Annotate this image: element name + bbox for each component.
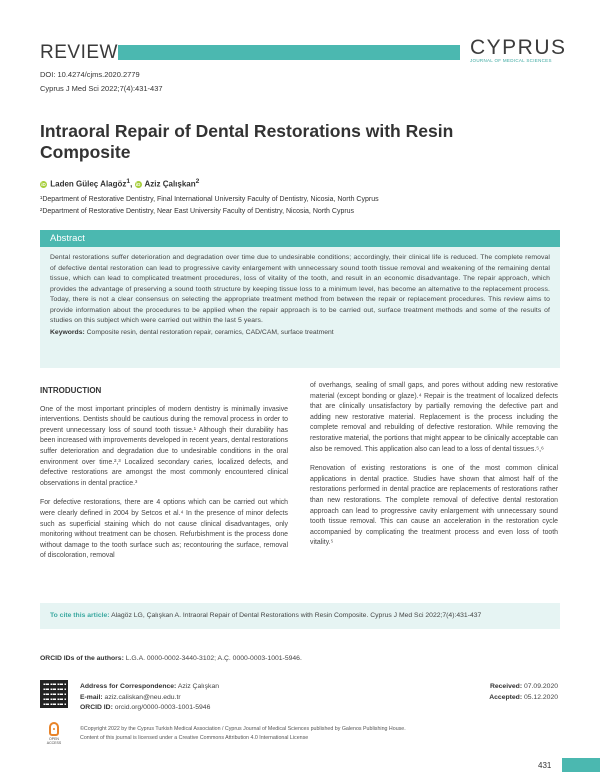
author-list — [40, 178, 199, 189]
author-orcid-ids — [40, 655, 302, 662]
header-accent-bar — [118, 45, 460, 60]
author-separator: , — [130, 179, 135, 189]
orcid-label: ORCID IDs of the authors: — [40, 655, 124, 662]
received-label: Received: — [489, 683, 523, 690]
copyright-notice — [80, 725, 406, 743]
license-line: Content of this journal is licensed under a Creative Commons Attribution 4.0 International License — [80, 735, 309, 741]
orcid-icon[interactable]: iD — [41, 182, 46, 188]
affiliation-marker: 1 — [126, 178, 131, 185]
author-name: Laden Güleç Alagöz — [50, 179, 127, 189]
section-label: REVIEW — [40, 42, 118, 63]
keywords-label: Keywords: — [50, 328, 85, 336]
cite-text: Alagöz LG, Çalışkan A. Intraoral Repair of Dental Restorations with Resin Composite. Cyprus J Med Sci 2022;7(4):431-437 — [109, 612, 482, 619]
address-label: Address for Correspondence: — [80, 683, 177, 690]
open-access-label: OPEN ACCESS — [46, 737, 62, 745]
abstract-text: Dental restorations suffer deterioration and degradation over time due to undesirable conditions; accordingly, their clinical life is reduced. The complete removal of defective dental restoration can lead to progressive cavity enlargement with unnecessary sound tooth tissue removal and weakening of the remaining dental tissue, which can lead to complicated treatment procedures, loss of vitality of the tooth, and result in an economic disadvantage. The repair approach, which provides the advantage of preserving a sound tooth structure by keeping tissue loss to a minimum level, has become an alternative to the replacement process. Today, there is not a clear consensus on selecting the appropriate treatment method from between the repair or replacement procedures. This review aims to provide information about the procedures to be applied when the repair approach is to be carried out, surface treatment methods and some of the results of studies on this subject which were carried out within the last 5 years. — [50, 254, 550, 324]
keywords — [40, 327, 560, 336]
body-column-right — [310, 381, 558, 558]
journal-logo-subtitle: JOURNAL OF MEDICAL SCIENCES — [470, 58, 552, 63]
article-dates — [489, 682, 558, 703]
affiliation-marker: 2 — [195, 178, 200, 185]
open-access-icon — [44, 722, 64, 744]
orcid-id-link[interactable]: orcid.org/0000-0003-1001-5946 — [112, 704, 211, 711]
paragraph: Renovation of existing restorations is one of the most common clinical applications in dental practice. Studies have shown that almost half of the restorations performed in dental practice are replacements of restorations rather than new restorations. The complete removal of defective dental restoration approach can lead to progressive cavity enlargement with unnecessary sound tooth tissue removal. This can cause an acceleration in the restoration cycle accompanied by complicating the treatment process and even loss of tooth vitality.⁵ — [310, 465, 558, 547]
affiliation-1: ¹Department of Restorative Dentistry, Final International University Faculty of Dentistry, Nicosia, North Cyprus — [40, 196, 379, 203]
journal-logo-text: CYPRUS — [470, 36, 567, 59]
page-number: 431 — [538, 761, 552, 770]
copyright-line: ©Copyright 2022 by the Cyprus Turkish Medical Association / Cyprus Journal of Medical Sciences published by Galenos Publishing House. — [80, 726, 406, 732]
paragraph: One of the most important principles of modern dentistry is minimally invasive interventions. Dentists should be cautious during the removal process in order to prevent unnecessary loss of sound tooth tissue.¹ Although their durability has been increased with improvements developed in recent years, dental restorations suffer deterioration and degradation due to undesirable conditions in the oral environment over time.²,³ Localized secondary caries, localized defects, and defective restorations are amongst the most commonly encountered clinical observations in dental practice.³ — [40, 405, 288, 487]
email-link[interactable]: aziz.caliskan@neu.edu.tr — [102, 693, 181, 701]
article-title: Intraoral Repair of Dental Restorations with Resin Composite — [40, 121, 454, 162]
keywords-text: Composite resin, dental restoration repair, ceramics, CAD/CAM, surface treatment — [84, 328, 334, 336]
author-name: Aziz Çalışkan — [144, 179, 196, 189]
cite-box — [40, 603, 560, 629]
affiliation-2: ²Department of Restorative Dentistry, Near East University Faculty of Dentistry, Nicosia, North Cyprus — [40, 208, 355, 215]
abstract-heading: Abstract — [40, 230, 560, 247]
accepted-date: 05.12.2020 — [522, 693, 558, 701]
page-accent-bar — [562, 758, 600, 772]
accepted-label: Accepted: — [489, 693, 523, 701]
section-heading-introduction: INTRODUCTION — [40, 386, 102, 395]
open-lock-icon — [49, 722, 59, 736]
cite-label: To cite this article: — [50, 612, 110, 619]
paragraph: For defective restorations, there are 4 options which can be carried out which were clearly defined in 2004 by Setcos et al.⁴ In the presence of minor defects such as superficial staining which do not cause clinical disadvantages, only monitoring without treatment can be chosen. Refurbishment is the process done without damage to the tooth surface such as; recontouring the surface, removal of discoloration, removal — [40, 499, 288, 560]
doi[interactable]: DOI: 10.4274/cjms.2020.2779 — [40, 70, 140, 79]
address-value: Aziz Çalışkan — [176, 683, 219, 690]
abstract-box — [40, 230, 560, 368]
orcid-id-label: ORCID ID: — [80, 704, 113, 711]
citation-line: Cyprus J Med Sci 2022;7(4):431-437 — [40, 84, 163, 93]
correspondence-block — [80, 682, 219, 714]
received-date: 07.09.2020 — [522, 683, 558, 690]
email-label: E-mail: — [80, 693, 103, 701]
orcid-icon[interactable]: iD — [135, 182, 141, 188]
journal-logo — [470, 36, 567, 63]
orcid-values: L.G.A. 0000-0002-3440-3102; A.Ç. 0000-0003-1001-5946. — [123, 655, 302, 662]
paragraph: of overhangs, sealing of small gaps, and pores without adding new restorative material (except bonding or glaze).⁴ Repair is the treatment of localized defects that are clinically unsatisfactory by partially removing the defective part and adding new restorative material. Replacement is the process including the complete removal and rebuilding of defective restoration. While removing the restorative material, the portions that might appear to be clinically acceptable can also be removed. This application also can lead to a loss of dental tissues.⁵,⁶ — [310, 382, 558, 453]
qr-code-icon — [40, 680, 68, 708]
body-column-left — [40, 380, 288, 571]
